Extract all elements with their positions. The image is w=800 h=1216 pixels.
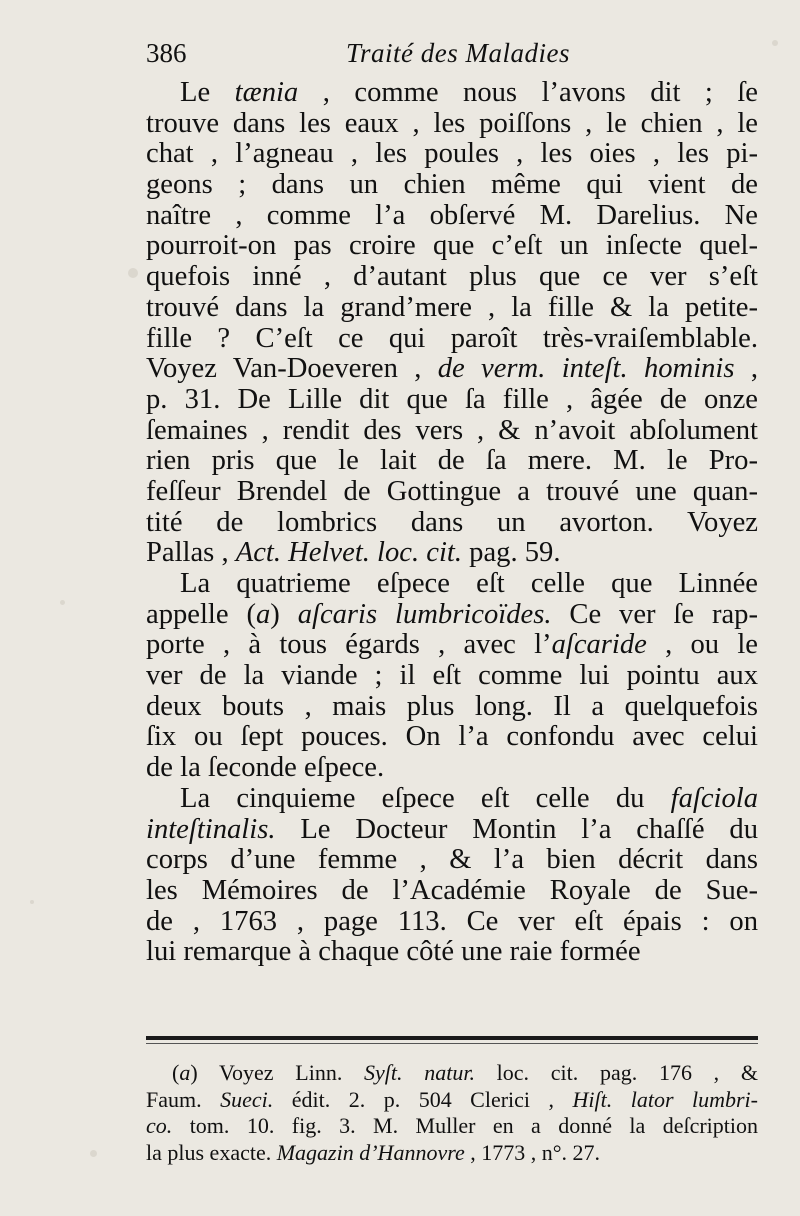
text-line: deux bouts , mais plus long. Il a quelquefois — [146, 691, 758, 722]
text-line: ſix ou ſept pouces. On l’a confondu avec celui — [146, 722, 758, 753]
text-line: rien pris que le lait de ſa mere. M. le Pro- — [146, 446, 758, 477]
text-line: inteſtinalis. Le Docteur Montin l’a chaſſé du — [146, 814, 758, 845]
body-text — [146, 78, 758, 968]
italic-text: Sueci. — [220, 1086, 274, 1112]
italic-text: a — [179, 1060, 191, 1085]
text-line: pourroit-on pas croire que c’eſt un inſecte quel- — [146, 231, 758, 262]
italic-text: de verm. inteſt. hominis — [437, 354, 735, 385]
text-line: porte , à tous égards , avec l’aſcaride , ou le — [146, 630, 758, 661]
italic-text: aſcaride — [551, 630, 647, 661]
text-line: les Mémoires de l’Académie Royale de Sue- — [146, 875, 758, 906]
footnote-line: la plus exacte. Magazin d’Hannovre , 1773 , n°. 27. — [146, 1139, 601, 1165]
text-line: trouve dans les eaux , les poiſſons , le chien , le — [146, 108, 758, 139]
text-line: La quatrieme eſpece eſt celle que Linnée — [180, 569, 758, 599]
italic-text: faſciola — [670, 783, 758, 814]
paper-speck — [772, 40, 778, 46]
footnote-rule — [146, 1036, 758, 1040]
text-line: chat , l’agneau , les poules , les oies , les pi- — [146, 139, 758, 170]
text-line: tité de lombrics dans un avorton. Voyez — [146, 507, 758, 538]
text-line: geons ; dans un chien même qui vient de — [146, 170, 758, 201]
paragraph — [146, 569, 758, 784]
footnote-line: co. tom. 10. fig. 3. M. Muller en a donné la deſcription — [146, 1113, 758, 1138]
paragraph — [146, 784, 758, 968]
text-line: Le tænia , comme nous l’avons dit ; ſe — [180, 78, 758, 108]
running-title: Traité des Maladies — [346, 38, 570, 68]
italic-text: Hiſt. lator lumbri- — [572, 1086, 758, 1112]
footnote-rule-thin — [146, 1043, 758, 1044]
text-line: fille ? C’eſt ce qui paroît très-vraiſemblable. — [146, 323, 758, 354]
italic-text: Syſt. natur. — [364, 1060, 475, 1085]
text-line: naître , comme l’a obſervé M. Darelius. Ne — [146, 200, 758, 231]
paper-speck — [30, 900, 34, 904]
italic-text: a — [255, 599, 271, 630]
footnote-line: (a) Voyez Linn. Syſt. natur. loc. cit. pag. 176 , & — [172, 1060, 758, 1085]
text-line: ver de la viande ; il eſt comme lui pointu aux — [146, 661, 758, 692]
text-line: de la ſeconde eſpece. — [146, 753, 385, 784]
text-line: p. 31. De Lille dit que ſa fille , âgée de onze — [146, 384, 758, 415]
paper-speck — [128, 268, 138, 278]
text-line: de , 1763 , page 113. Ce ver eſt épais : on — [146, 906, 758, 937]
italic-text: inteſtinalis. — [146, 814, 276, 845]
footnote-line: Faum. Sueci. édit. 2. p. 504 Clerici , Hiſt. lator lumbri- — [146, 1086, 758, 1112]
paper-speck — [90, 1150, 97, 1157]
text-line: Pallas , Act. Helvet. loc. cit. pag. 59. — [146, 538, 561, 569]
italic-text: tænia — [234, 78, 299, 108]
paragraph — [146, 78, 758, 569]
text-line: corps d’une femme , & l’a bien décrit dans — [146, 845, 758, 876]
page-number: 386 — [146, 38, 187, 68]
text-line: Voyez Van-Doeveren , de verm. inteſt. hominis , — [146, 354, 758, 385]
text-line: La cinquieme eſpece eſt celle du faſciola — [180, 783, 758, 814]
page-header — [146, 38, 754, 78]
text-line: quefois inné , d’autant plus que ce ver s’eſt — [146, 262, 758, 293]
text-line: feſſeur Brendel de Gottingue a trouvé une quan- — [146, 476, 758, 507]
italic-text: Act. Helvet. loc. cit. — [235, 538, 463, 569]
text-line: ſemaines , rendit des vers , & n’avoit abſolument — [146, 415, 758, 446]
italic-text: co. — [146, 1113, 173, 1138]
footnote — [146, 1060, 758, 1166]
text-line: lui remarque à chaque côté une raie formée — [146, 937, 641, 968]
text-line: trouvé dans la grand’mere , la fille & la petite- — [146, 292, 758, 323]
text-line: appelle (a) aſcaris lumbricoïdes. Ce ver ſe rap- — [146, 599, 758, 630]
paper-speck — [60, 600, 65, 605]
italic-text: Magazin d’Hannovre — [276, 1139, 465, 1165]
italic-text: aſcaris lumbricoïdes. — [297, 599, 552, 630]
